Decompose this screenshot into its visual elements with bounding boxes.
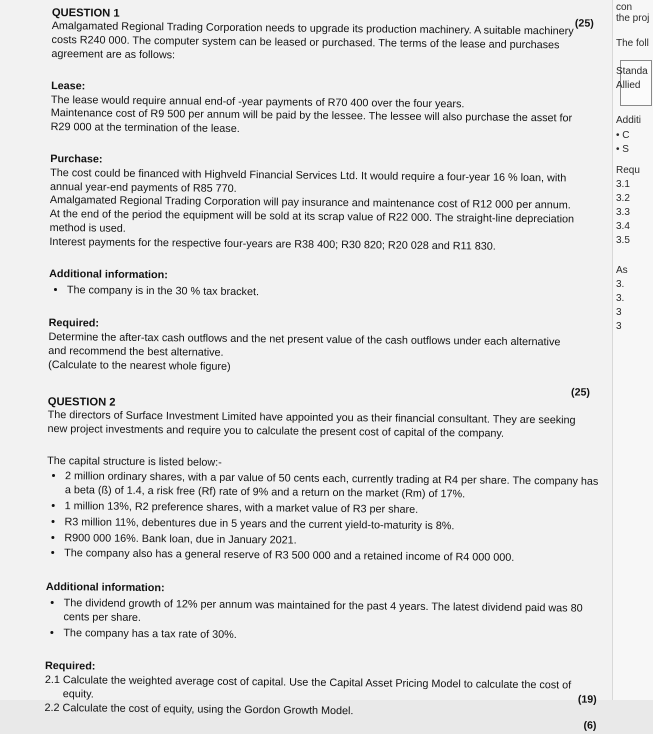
adjacent-text: 3.4 <box>616 221 630 232</box>
capital-structure-bullet: • 2 million ordinary shares, with a par value of 50 cents each, currently trading at R4 per share. The company has a beta (ß) of 1.4, a risk free (Rf) rate of 9% and a return on the market (Rm) of 17%. <box>65 471 607 504</box>
question-1-additional-bullet-1: • The company is in the 30 % tax bracket. <box>67 284 609 303</box>
question-1-required <box>48 317 609 378</box>
question-2-additional-bullet: • The company has a tax rate of 30%. <box>63 627 605 646</box>
adjacent-text: 3. <box>616 279 625 290</box>
question-2-additional-label: Additional information: <box>45 581 165 595</box>
adjacent-page-edge <box>612 0 653 700</box>
question-2-required <box>44 660 606 733</box>
lease-section <box>51 80 612 141</box>
purchase-line-2: annual year-end payments of R85 770. <box>49 180 237 195</box>
purchase-line-6: Interest payments for the respective four-years are R38 400; R30 820; R20 028 and R11 830. <box>49 235 496 253</box>
purchase-line-1: The cost could be financed with Highveld Financial Services Ltd. It would require a four-year 16 % loan, with <box>50 166 567 185</box>
required-2-2: 2.2 Calculate the cost of equity, using the Gordon Growth Model. <box>44 701 354 718</box>
adjacent-text: The foll <box>616 38 649 49</box>
question-1-required-line-1: Determine the after-tax cash outflows and the net present value of the cash outflows under each alternative <box>48 331 561 349</box>
lease-line-2: Maintenance cost of R9 500 per annum will be paid by the lessee. The lessee will also purchase the asset for <box>50 107 573 125</box>
question-1-intro-line-1: Amalgamated Regional Trading Corporation needs to upgrade its production machinery. A suitable machinery <box>51 20 574 38</box>
required-2-1: 2.1 Calculate the weighted average cost of capital. Use the Capital Asset Pricing Model to calculate the cost of <box>44 674 572 692</box>
purchase-line-3: Amalgamated Regional Trading Corporation will pay insurance and maintenance cost of R12 000 per annum. <box>49 194 571 212</box>
question-2-additional-bullets <box>45 597 605 646</box>
required-2-1-marks: (19) <box>577 694 597 707</box>
question-1-additional-info <box>49 268 609 303</box>
question-1-title: QUESTION 1 <box>51 6 120 20</box>
capital-structure-bullet: • 1 million 13%, R2 preference shares, with a market value of R3 per share. <box>65 500 607 519</box>
capital-structure-bullet: • R3 million 11%, debentures due in 5 years and the current yield-to-maturity is 8%. <box>64 516 606 535</box>
capital-structure-bullet: • The company also has a general reserve of R3 500 000 and a retained income of R4 000 000. <box>64 548 606 567</box>
question-2-additional-info <box>45 581 606 646</box>
adjacent-text: As <box>616 265 628 276</box>
adjacent-text: con <box>616 2 633 13</box>
lease-label: Lease: <box>51 79 86 93</box>
lease-line-1: The lease would require annual end-of -year payments of R70 400 over the four years. <box>50 93 465 110</box>
capital-structure-label: The capital structure is listed below:- <box>47 454 222 469</box>
purchase-label: Purchase: <box>50 153 103 166</box>
question-1-additional-label: Additional information: <box>49 267 168 281</box>
question-2 <box>44 383 608 733</box>
adjacent-text: 3. <box>616 293 625 304</box>
adjacent-text: 3 <box>616 321 622 332</box>
adjacent-text: • C <box>616 130 630 141</box>
adjacent-text: Additi <box>616 115 642 126</box>
adjacent-text: Standa <box>616 66 648 77</box>
question-1-required-label: Required: <box>48 317 100 330</box>
capital-structure <box>46 455 607 568</box>
purchase-line-4: At the end of the period the equipment will be sold at its scrap value of R22 000. The straight-line depreciation <box>49 208 575 226</box>
capital-structure-bullet: • R900 000 16%. Bank loan, due in January 2021. <box>64 532 606 551</box>
question-1-marks: (25) <box>574 17 594 30</box>
question-2-marks: (25) <box>571 386 590 399</box>
capital-structure-bullets <box>46 470 607 567</box>
adjacent-text: 3.1 <box>616 179 630 190</box>
adjacent-text: 3.2 <box>616 193 630 204</box>
document-page <box>44 0 612 733</box>
adjacent-text: 3 <box>616 307 622 318</box>
required-2-1-continued: equity. <box>62 688 94 701</box>
question-1 <box>48 0 612 378</box>
purchase-line-5: method is used. <box>49 222 126 235</box>
question-2-required-label: Required: <box>44 660 96 673</box>
adjacent-text: Requ <box>616 165 640 176</box>
question-2-intro-line-2: new project investments and require you to calculate the present cost of capital of the company. <box>47 422 505 440</box>
question-2-title: QUESTION 2 <box>47 395 116 409</box>
lease-line-3: R29 000 at the termination of the lease. <box>50 121 240 136</box>
adjacent-text: • S <box>616 144 629 155</box>
question-1-required-line-3: (Calculate to the nearest whole figure) <box>48 358 231 373</box>
adjacent-text: 3.3 <box>616 207 630 218</box>
adjacent-text: 3.5 <box>616 235 630 246</box>
adjacent-text: Allied <box>616 80 641 91</box>
question-1-intro-line-2: costs R240 000. The computer system can be leased or purchased. The terms of the lease and purchases <box>51 34 560 52</box>
question-2-intro-line-1: The directors of Surface Investment Limited have appointed you as their financial consultant. They are seeking <box>47 408 576 427</box>
purchase-section <box>49 153 610 256</box>
question-1-intro-line-3: agreement are as follows: <box>51 47 176 62</box>
question-1-required-line-2: and recommend the best alternative. <box>48 344 224 359</box>
question-2-additional-bullet: • The dividend growth of 12% per annum was maintained for the past 4 years. The latest dividend paid was 80 cents per share. <box>63 597 605 630</box>
adjacent-text: the proj <box>616 13 650 24</box>
required-2-2-marks: (6) <box>583 720 597 733</box>
